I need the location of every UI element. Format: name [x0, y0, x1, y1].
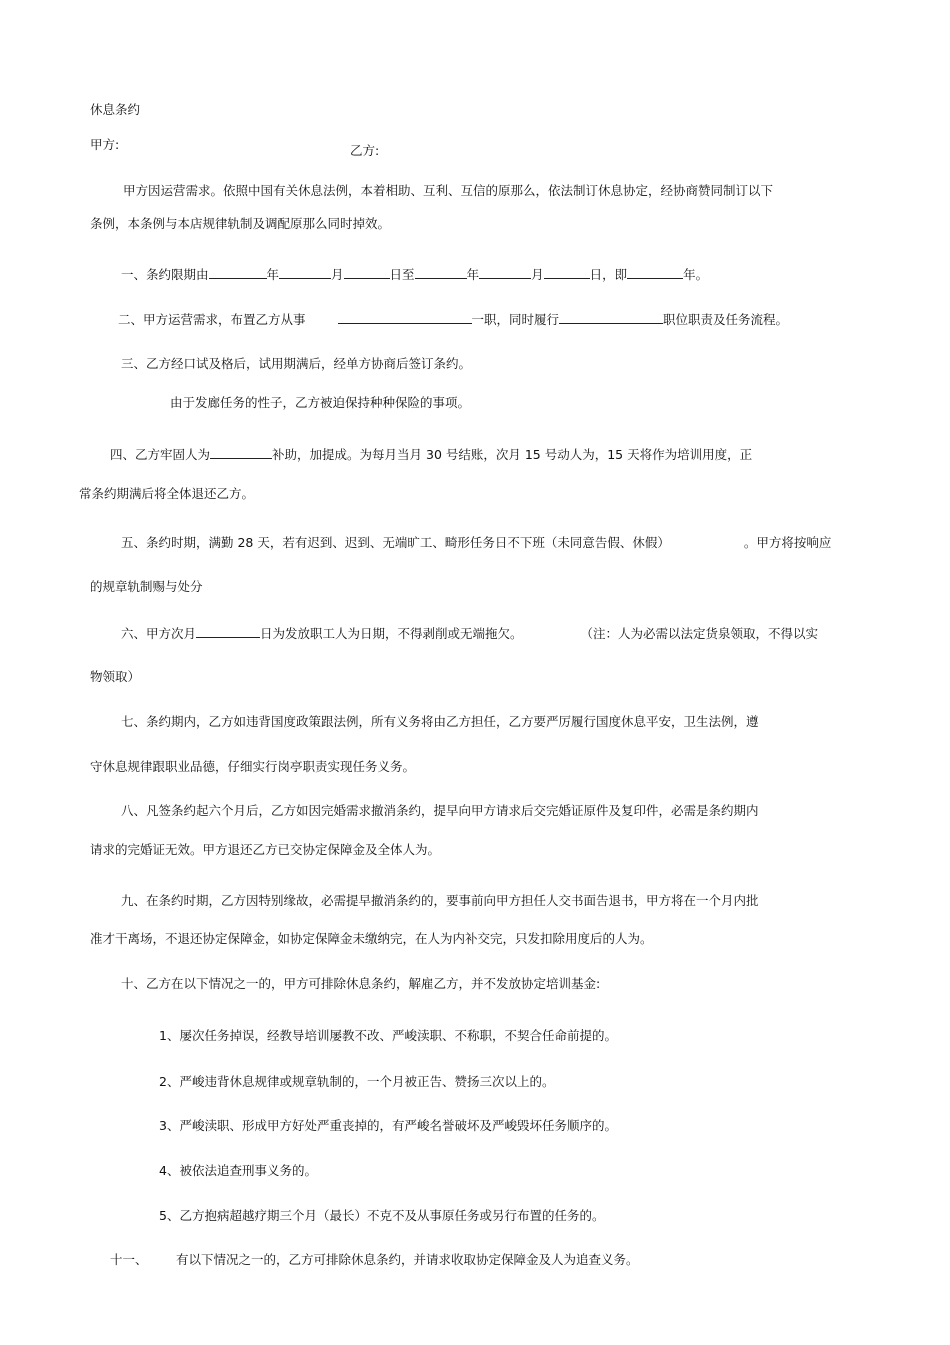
clause-10-item-2: 2、严峻违背休息规律或规章轨制的，一个月被正告、赞扬三次以上的。: [159, 1074, 555, 1089]
party-b-label: 乙方:: [350, 143, 380, 158]
intro-line-2: 条例，本条例与本店规律轨制及调配原那么同时掉效。: [90, 216, 391, 231]
clause-6-line-2: 物领取）: [90, 669, 141, 684]
clause-1-text-f: 月: [531, 267, 544, 282]
blank-end-day: [544, 266, 590, 279]
clause-1-text-d: 日至: [389, 267, 415, 282]
clause-1-text-c: 月: [331, 267, 344, 282]
blank-salary: [210, 446, 272, 459]
clause-7-line-2: 守休息规律跟职业品德，仔细实行岗亭职责实现任务义务。: [90, 759, 416, 774]
clause-7-line-1: 七、条约期内，乙方如违背国度政策跟法例，所有义务将由乙方担任，乙方要严厉履行国度休息平安，卫生法例，遵: [121, 714, 759, 729]
clause-3-line-1: 三、乙方经口试及格后，试用期满后，经单方协商后签订条约。: [121, 356, 472, 371]
clause-11-number: 十一、: [110, 1252, 148, 1267]
blank-position: [338, 311, 472, 324]
clause-6-text-b: 日为发放职工人为日期，不得剥削或无端拖欠。: [260, 626, 523, 641]
blank-start-day: [344, 266, 390, 279]
clause-10-item-4: 4、被依法追查刑事义务的。: [159, 1163, 317, 1178]
clause-4-text-b: 补助，加提成。为每月当月 30 号结账，次月 15 号动人为，15 天将作为培训用度，正: [272, 447, 753, 462]
clause-8-line-2: 请求的完婚证无效。甲方退还乙方已交协定保障金及全体人为。: [90, 842, 441, 857]
clause-10-item-5: 5、乙方抱病超越疗期三个月（最长）不克不及从事原任务或另行布置的任务的。: [159, 1208, 605, 1223]
clause-1-text-h: 年。: [683, 267, 709, 282]
party-a-label: 甲方:: [90, 137, 120, 152]
clause-8-line-1: 八、凡签条约起六个月后，乙方如因完婚需求撤消条约，提早向甲方请求后交完婚证原件及复印件，必需是条约期内: [121, 803, 759, 818]
document-title: 休息条约: [90, 102, 141, 117]
clause-1-text-e: 年: [466, 267, 480, 282]
clause-9-line-2: 准才干离场，不退还协定保障金，如协定保障金未缴纳完，在人为内补交完，只发扣除用度后的人为。: [90, 931, 653, 946]
clause-1-text-b: 年: [266, 267, 280, 282]
blank-pay-day: [196, 625, 260, 638]
clause-1-text-g: 日，即: [589, 267, 628, 282]
clause-5-text-b: 。甲方将按响应: [743, 535, 832, 550]
blank-start-month: [279, 266, 331, 279]
clause-5-line-2: 的规章轨制赐与处分: [90, 579, 203, 594]
blank-start-year: [209, 266, 267, 279]
blank-end-month: [479, 266, 531, 279]
blank-end-year: [415, 266, 467, 279]
clause-9-line-1: 九、在条约时期，乙方因特别缘故，必需提早撤消条约的，要事前向甲方担任人交书面告退书，甲方将在一个月内批: [121, 893, 759, 908]
blank-term-years: [627, 266, 683, 279]
blank-duties: [559, 311, 663, 324]
clause-5-text-a: 五、条约时期，满勤 28 天，若有迟到、迟到、无端旷工、畸形任务日不下班（未同意告假、休假）: [121, 535, 670, 550]
clause-4-line-1: [110, 446, 752, 463]
clause-6-text-a: 六、甲方次月: [121, 626, 197, 641]
intro-line-1: 甲方因运营需求。依照中国有关休息法例，本着相助、互利、互信的原那么，依法制订休息协定，经协商赞同制订以下: [123, 183, 774, 198]
clause-6-text-c: （注：人为必需以法定货泉领取，不得以实: [580, 626, 819, 641]
clause-2-text-b: 一职，同时履行: [471, 312, 560, 327]
clause-1: [121, 266, 708, 283]
clause-4-line-2: 常条约期满后将全体退还乙方。: [79, 486, 255, 501]
clause-3-line-2: 由于发廊任务的性子，乙方被迫保持种种保险的事项。: [170, 395, 471, 410]
clause-5-line-1: [121, 535, 831, 551]
clause-1-text-a: 一、条约限期由: [121, 267, 209, 282]
clause-10-line-1: 十、乙方在以下情况之一的，甲方可排除休息条约，解雇乙方，并不发放协定培训基金:: [121, 976, 601, 991]
clause-2-text-c: 职位职责及任务流程。: [663, 312, 789, 327]
clause-10-item-3: 3、严峻渎职、形成甲方好处严重丧掉的，有严峻名誉破坏及严峻毁坏任务顺序的。: [159, 1118, 617, 1133]
clause-11-text: 有以下情况之一的，乙方可排除休息条约，并请求收取协定保障金及人为追查义务。: [176, 1252, 639, 1267]
clause-2: [118, 311, 788, 328]
clause-10-item-1: 1、屡次任务掉误，经教导培训屡教不改、严峻渎职、不称职，不契合任命前提的。: [159, 1028, 617, 1043]
clause-4-text-a: 四、乙方牢固人为: [110, 447, 211, 462]
clause-6-line-1: [121, 625, 818, 642]
clause-2-text-a: 二、甲方运营需求，布置乙方从事: [118, 312, 306, 327]
